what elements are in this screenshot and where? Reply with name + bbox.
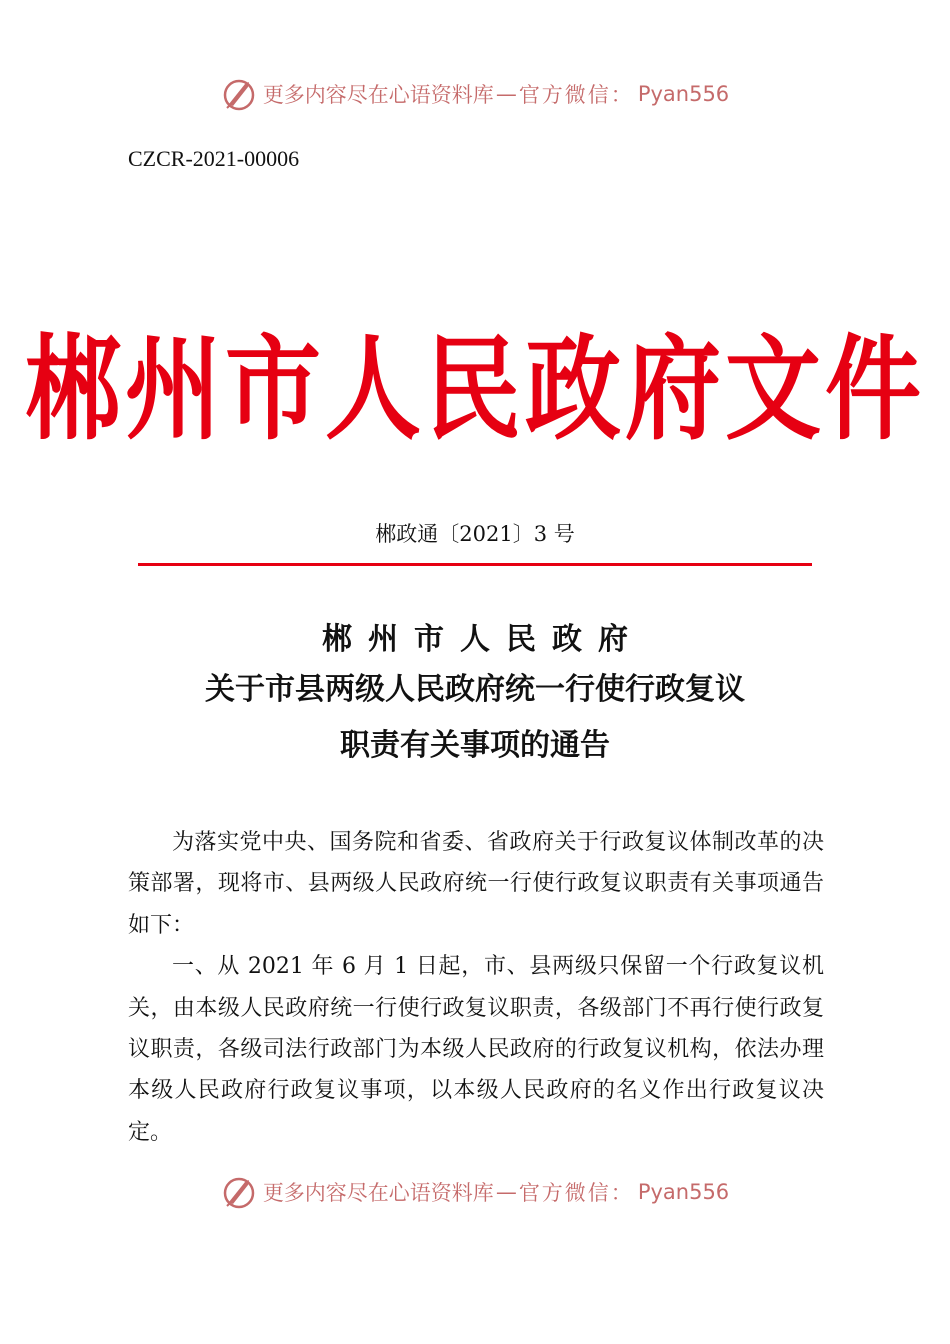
watermark-header <box>0 74 950 114</box>
document-number: 郴政通〔2021〕3 号 <box>375 522 575 546</box>
title-line-1: 郴州市人民政府 <box>322 622 644 657</box>
watermark-dash: — <box>495 1180 517 1204</box>
watermark-dash: — <box>495 82 517 106</box>
watermark-main-text: 更多内容尽在心语资料库 <box>262 83 494 107</box>
red-divider-line <box>138 563 812 566</box>
document-code: CZCR-2021-00006 <box>128 146 300 171</box>
title-line-3: 职责有关事项的通告 <box>340 728 610 763</box>
body-paragraph: 一、从 2021 年 6 月 1 日起，市、县两级只保留一个行政复议机关，由本级人民政府统一行使行政复议职责，各级部门不再行使行政复议职责，各级司法行政部门为本级人民政府的行政复议机构，依法办理本级人民政府行政复议事项，以本级人民政府的名义作出行政复议决定。 <box>128 954 824 1145</box>
document-title <box>0 618 950 774</box>
title-line-2: 关于市县两级人民政府统一行使行政复议 <box>205 672 745 707</box>
watermark-account: Pyan556 <box>637 1180 730 1204</box>
issuer-heading: 郴州市人民政府文件 <box>25 323 925 456</box>
quill-pen-logo-icon <box>221 1174 257 1210</box>
watermark-footer <box>0 1172 950 1212</box>
watermark-label: 官方微信： <box>518 83 634 107</box>
watermark-label: 官方微信： <box>518 1181 634 1205</box>
document-body <box>128 822 824 1153</box>
watermark-main-text: 更多内容尽在心语资料库 <box>262 1181 494 1205</box>
quill-pen-logo-icon <box>221 76 257 112</box>
watermark-account: Pyan556 <box>637 82 730 106</box>
body-paragraph: 为落实党中央、国务院和省委、省政府关于行政复议体制改革的决策部署，现将市、县两级人民政府统一行使行政复议职责有关事项通告如下： <box>128 830 824 938</box>
